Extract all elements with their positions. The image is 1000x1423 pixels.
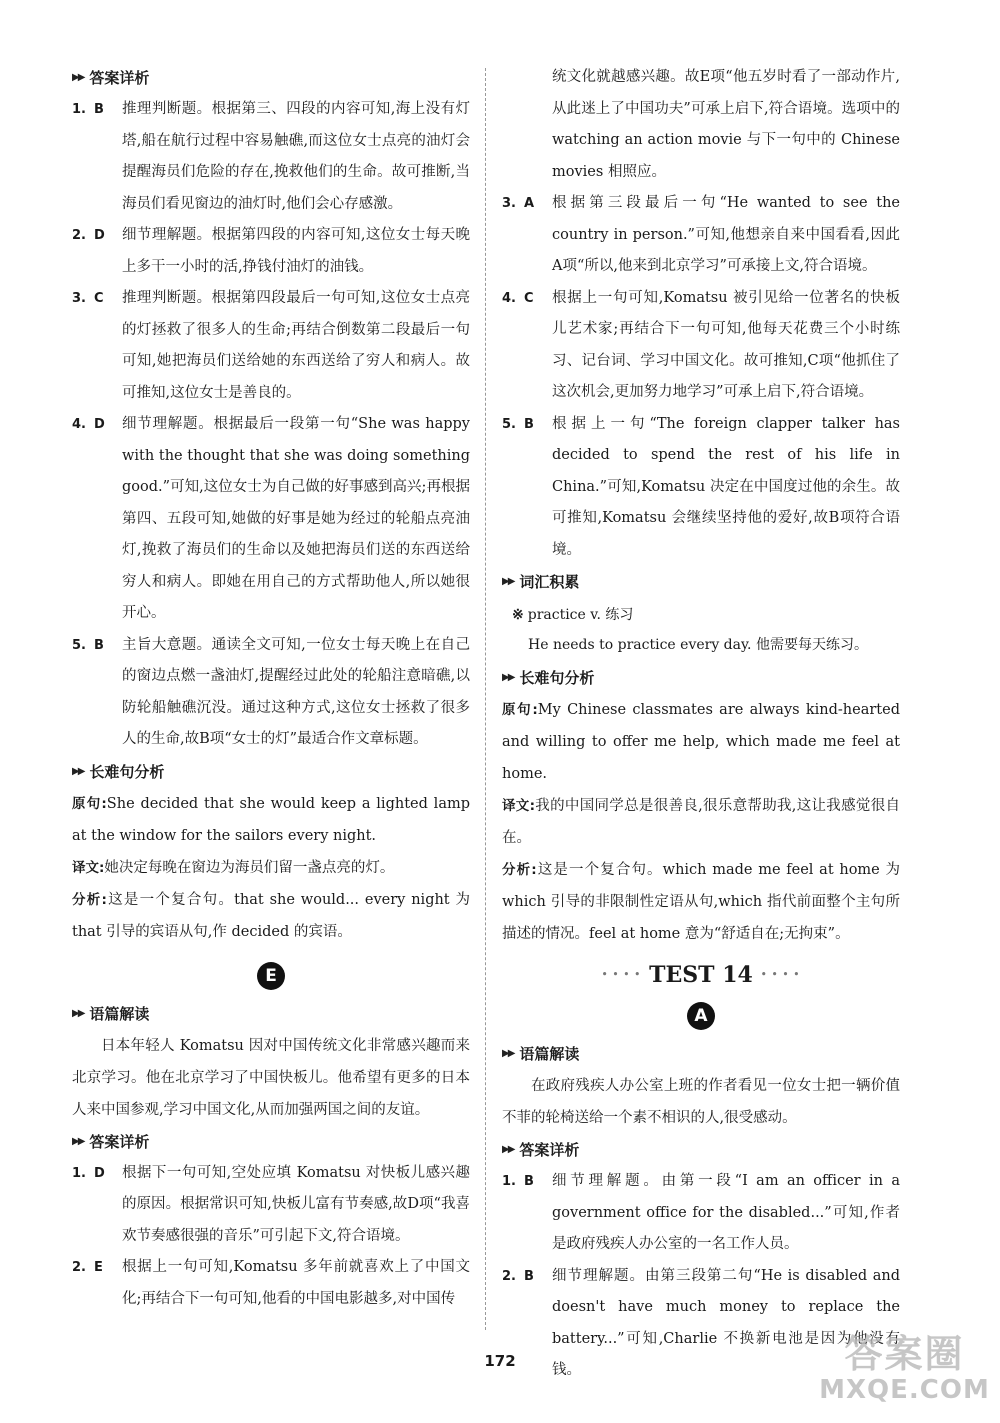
answer-list <box>502 188 900 566</box>
section-heading: ▶▶ 长难句分析 <box>72 758 470 786</box>
answer-item: 4. C 根据上一句可知,Komatsu 被引见给一位著名的快板儿艺术家;再结合下一句可知,他每天花费三个小时练习、记台词、学习中国文化。故可推知,C项“他抓住了这次机会,更加努力地学习”可承上启下,符合语境。 <box>502 289 900 400</box>
answer-list <box>72 1158 470 1316</box>
original-sentence: 原句:She decided that she would keep a lighted lamp at the window for the sailors every night. <box>72 795 470 844</box>
right-column <box>502 62 900 1387</box>
column-divider <box>485 68 486 1330</box>
answer-item: 3. C 推理判断题。根据第四段最后一句可知,这位女士点亮的灯拯救了很多人的生命;再结合倒数第二段最后一句可知,她把海员们送给她的东西送给了穷人和病人。故可推知,这位女士是善良的。 <box>72 290 470 401</box>
arrow-icon: ▶▶ <box>72 765 84 777</box>
vocab-example: He needs to practice every day. 他需要每天练习。 <box>528 637 868 653</box>
arrow-icon: ▶▶ <box>502 576 514 587</box>
arrow-icon: ▶▶ <box>502 1048 514 1059</box>
arrow-icon: ▶▶ <box>502 1144 514 1155</box>
translation: 译文:我的中国同学总是很善良,很乐意帮助我,这让我感觉很自在。 <box>502 798 900 846</box>
section-heading: ▶▶ 语篇解读 <box>72 1000 470 1028</box>
reading-summary: 在政府残疾人办公室上班的作者看见一位女士把一辆价值不菲的轮椅送给一个素不相识的人,很受感动。 <box>502 1078 900 1126</box>
answer-item: 1. B 推理判断题。根据第三、四段的内容可知,海上没有灯塔,船在航行过程中容易触礁,而这位女士点亮的油灯会提醒海员们危险的存在,挽救他们的生命。故可推断,当海员们看见窗边的油灯时,他们会心存感激。 <box>72 101 470 212</box>
section-heading: ▶▶ 长难句分析 <box>502 664 900 692</box>
answer-item: 1. B 细节理解题。由第一段“I am an officer in a government office for the disabled...”可知,作者是政府残疾人办公室的一名工作人员。 <box>502 1173 900 1252</box>
original-sentence: 原句:My Chinese classmates are always kind-hearted and willing to offer me help, which made me feel at home. <box>502 702 900 782</box>
answer-item: 3. A 根据第三段最后一句“He wanted to see the country in person.”可知,他想亲自来中国看看,因此A项“所以,他来到北京学习”可承接上文,符合语境。 <box>502 195 900 274</box>
section-heading: ▶▶ 词汇积累 <box>502 568 900 596</box>
arrow-icon: ▶▶ <box>72 1007 84 1019</box>
passage-badge: A <box>687 1002 715 1030</box>
section-heading: ▶▶ 答案详析 <box>72 64 470 92</box>
arrow-icon: ▶▶ <box>72 1135 84 1147</box>
answer-item: 5. B 主旨大意题。通读全文可知,一位女士每天晚上在自己的窗边点燃一盏油灯,提醒经过此处的轮船注意暗礁,以防轮船触礁沉没。通过这种方式,这位女士拯救了很多人的生命,故B项“女士的灯”最适合作文章标题。 <box>72 636 470 747</box>
answer-item: 2. E 根据上一句可知,Komatsu 多年前就喜欢上了中国文化;再结合下一句可知,他看的中国电影越多,对中国传 <box>72 1259 470 1307</box>
arrow-icon: ▶▶ <box>72 72 84 83</box>
answer-item: 5. B 根据上一句“The foreign clapper talker has decided to spend the rest of his life in China.”可知,Komatsu 决定在中国度过他的余生。故可推知,Komatsu 会继续坚持他的爱好,故B项符合语境。 <box>502 415 900 558</box>
star-icon: ※ <box>512 607 524 623</box>
page-number: 172 <box>484 1352 516 1370</box>
reading-summary: 日本年轻人 Komatsu 因对中国传统文化非常感兴趣而来北京学习。他在北京学习了中国快板儿。他希望有更多的日本人来中国参观,学习中国文化,从而加强两国之间的友谊。 <box>72 1037 470 1118</box>
answer-item: 2. B 细节理解题。由第三段第二句“He is disabled and doesn't have much money to replace the battery...”可知,Charlie 不换新电池是因为他没有钱。 <box>502 1267 900 1378</box>
section-heading: ▶▶ 答案详析 <box>72 1128 470 1156</box>
section-heading: ▶▶ 语篇解读 <box>502 1040 900 1068</box>
analysis: 分析:这是一个复合句。that she would... every night 为 that 引导的宾语从句,作 decided 的宾语。 <box>72 891 470 940</box>
analysis: 分析:这是一个复合句。which made me feel at home 为 which 引导的非限制性定语从句,which 指代前面整个主句所描述的情况。feel at home 意为“舒适自在;无拘束”。 <box>502 862 900 942</box>
test-title: • • • • TEST 14 • • • • <box>601 962 801 988</box>
answer-item-continued: 统文化就越感兴趣。故E项“他五岁时看了一部动作片,从此迷上了中国功夫”可承上启下,符合语境。选项中的 watching an action movie 与下一句中的 Chinese movies 相照应。 <box>552 69 900 180</box>
decor-dots-icon: • • • • <box>601 970 642 980</box>
translation: 译文:她决定每晚在窗边为海员们留一盏点亮的灯。 <box>72 859 395 876</box>
watermark-logo: 答案圈 MXQE.COM <box>819 1332 990 1405</box>
answer-item: 1. D 根据下一句可知,空处应填 Komatsu 对快板儿感兴趣的原因。根据常识可知,快板儿富有节奏感,故D项“我喜欢节奏感很强的音乐”可引起下文,符合语境。 <box>72 1164 470 1244</box>
decor-dots-icon: • • • • <box>760 970 801 980</box>
answer-item: 2. D 细节理解题。根据第四段的内容可知,这位女士每天晚上多干一小时的活,挣钱付油灯的油钱。 <box>72 227 470 275</box>
passage-badge: E <box>257 962 285 990</box>
arrow-icon: ▶▶ <box>502 672 514 683</box>
left-column <box>72 62 470 1315</box>
vocab-entry: ※ practice v. 练习 He needs to practice every day. 他需要每天练习。 <box>512 600 900 660</box>
answer-list <box>72 94 470 756</box>
answer-item: 4. D 细节理解题。根据最后一段第一句“She was happy with the thought that she was doing something good.”可知,这位女士为自己做的好事感到高兴;再根据第四、五段可知,她做的好事是她为经过的轮船点亮油灯,挽救了海员们的生命以及她把海员们送的东西送给穷人和病人。即她在用自己的方式帮助他人,所以她很开心。 <box>72 416 470 621</box>
section-heading: ▶▶ 答案详析 <box>502 1136 900 1164</box>
